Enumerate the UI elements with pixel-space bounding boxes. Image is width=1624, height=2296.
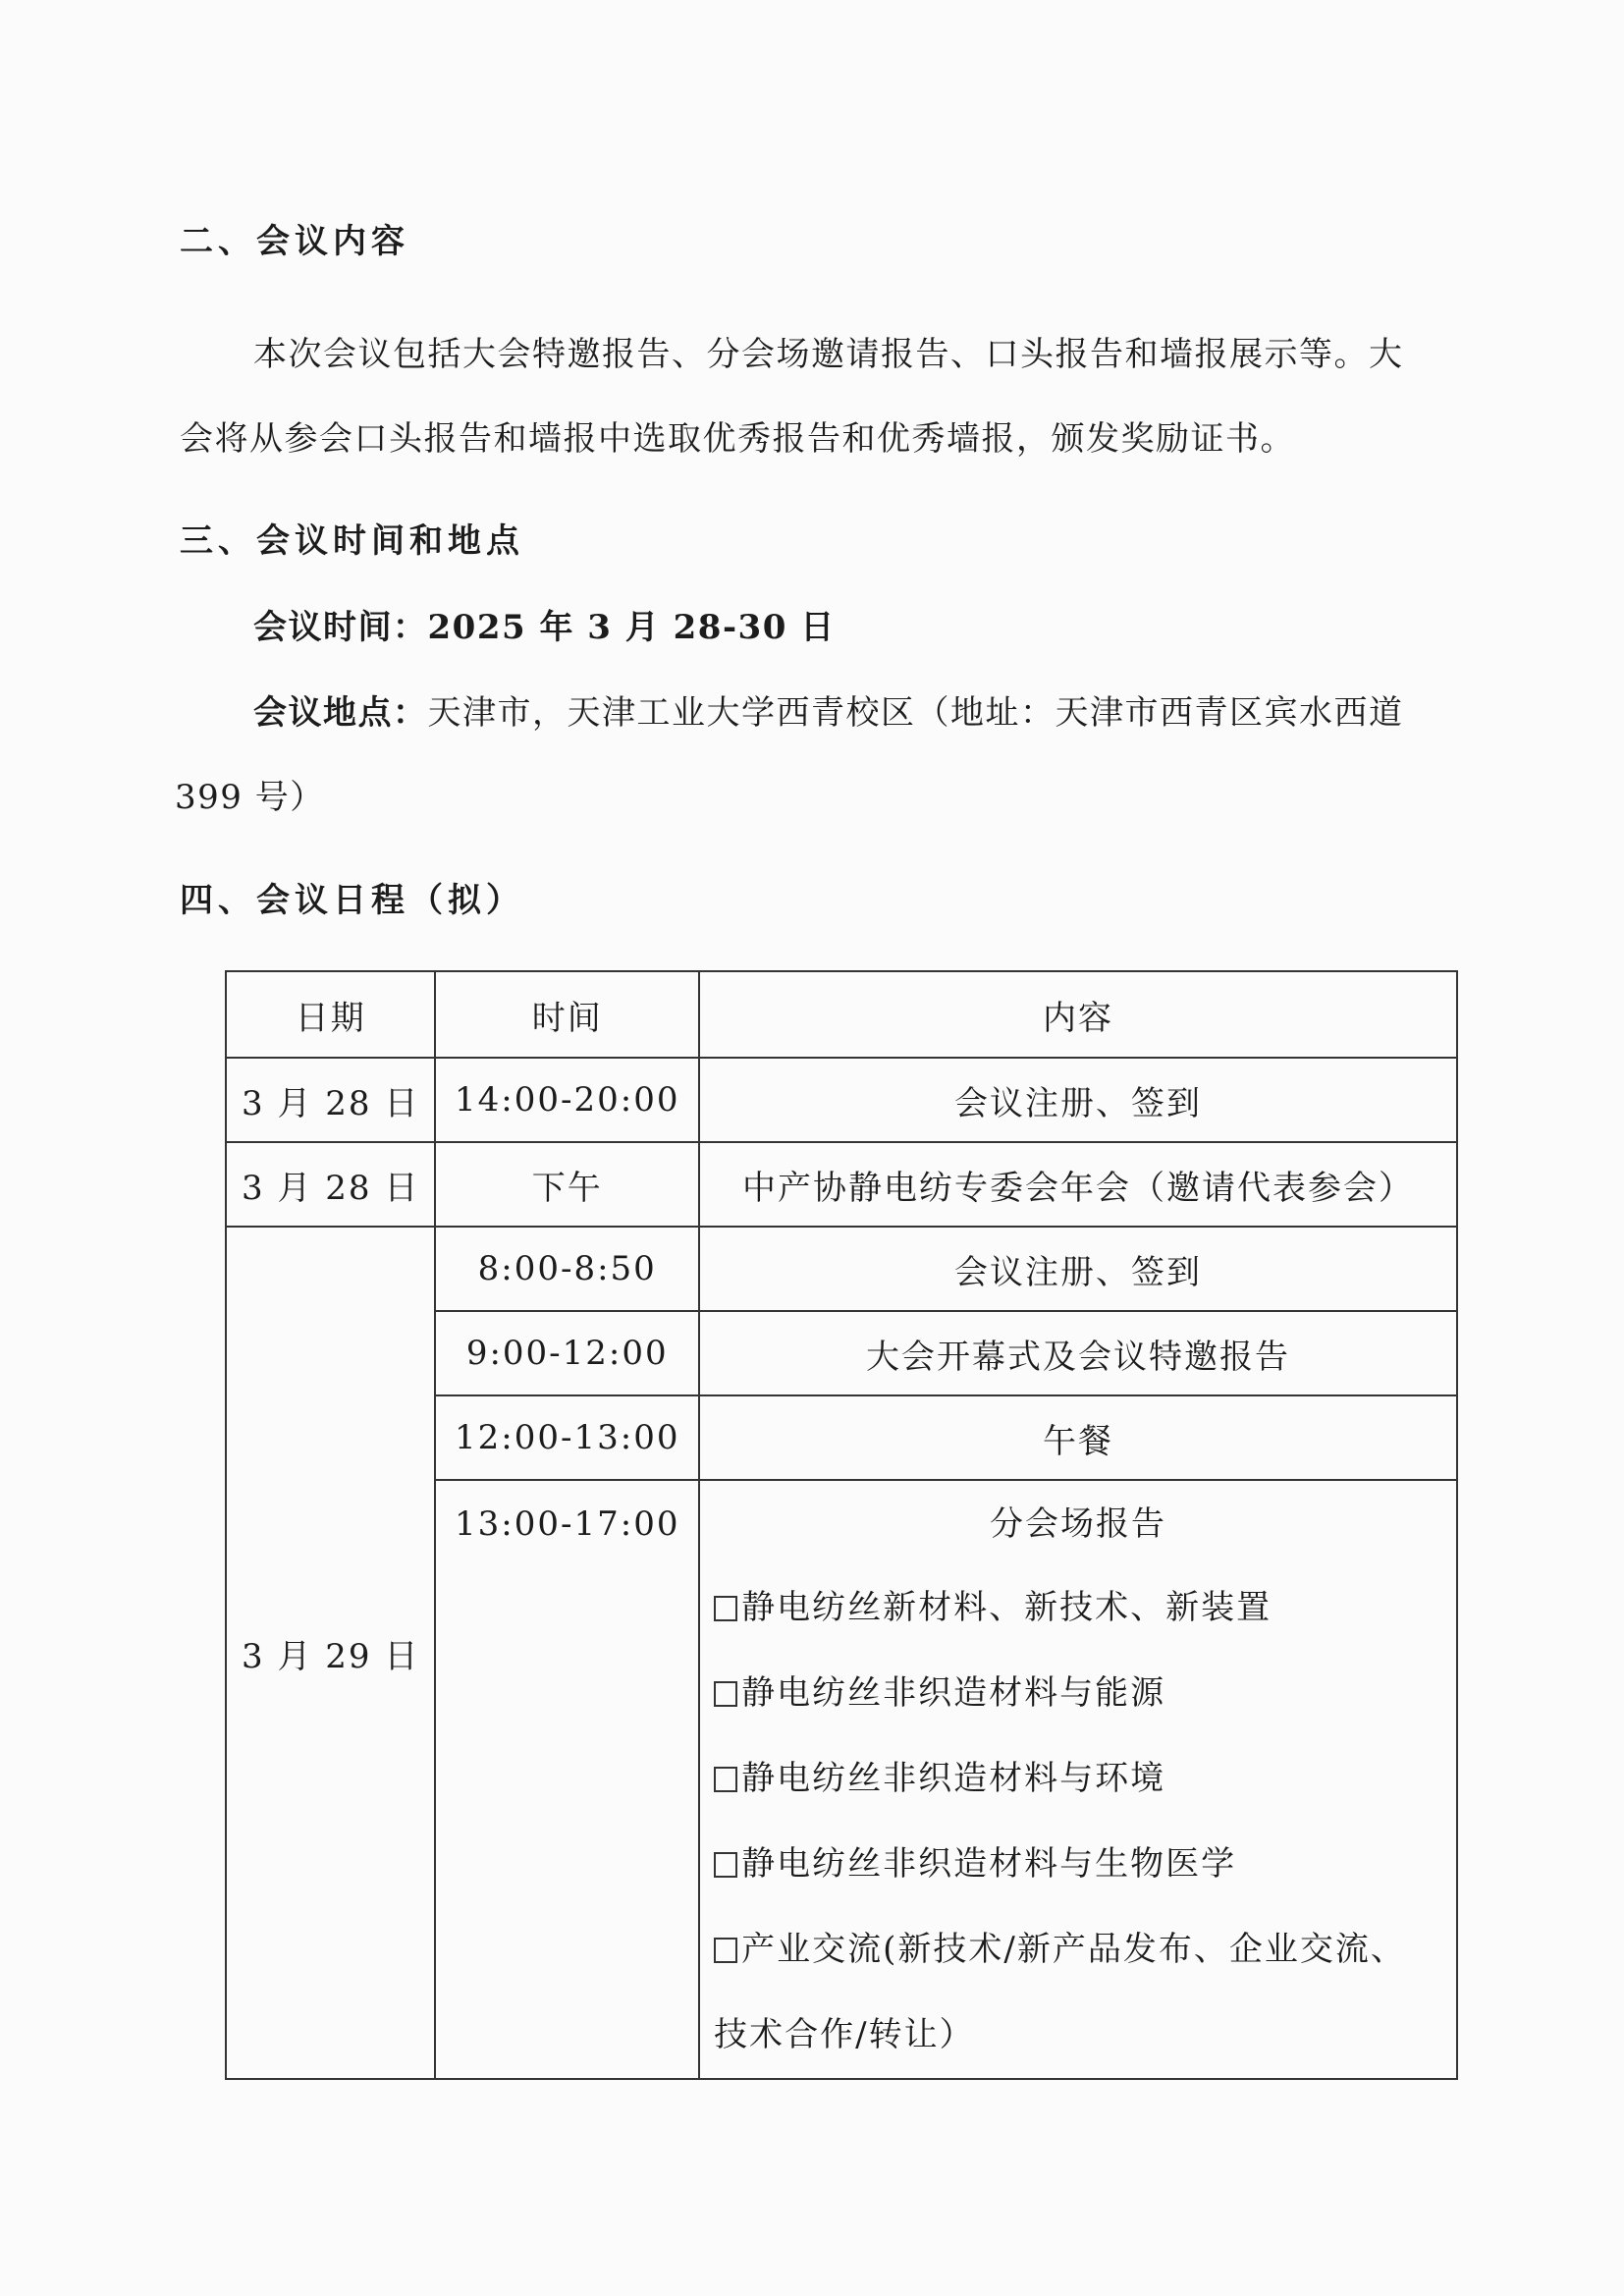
row-date: 3 月 28 日 (226, 1058, 435, 1142)
row-content: 午餐 (699, 1395, 1457, 1480)
row-time: 下午 (435, 1142, 699, 1227)
list-item-continuation: 技术合作/转让） (714, 2015, 975, 2054)
row-time: 12:00-13:00 (435, 1395, 699, 1480)
table-row (226, 1142, 1457, 1227)
header-time: 时间 (435, 971, 699, 1058)
checkbox-icon (714, 1596, 737, 1621)
section-2-heading: 二、会议内容 (180, 222, 409, 261)
list-item: 静电纺丝非织造材料与能源 (700, 1651, 1456, 1736)
row-time: 14:00-20:00 (435, 1058, 699, 1142)
session-title: 分会场报告 (990, 1504, 1167, 1544)
list-item: 静电纺丝非织造材料与生物医学 (700, 1822, 1456, 1907)
schedule-table (225, 970, 1458, 2080)
meeting-place-label: 会议地点： (253, 693, 428, 733)
row-content: 会议注册、签到 (699, 1058, 1457, 1142)
section-3-heading: 三、会议时间和地点 (180, 521, 524, 561)
table-row (226, 1227, 1457, 1311)
checkbox-icon (714, 1852, 737, 1878)
row-date: 3 月 28 日 (226, 1142, 435, 1227)
header-date: 日期 (226, 971, 435, 1058)
meeting-time-label: 会议时间： (253, 608, 428, 647)
list-item: 产业交流(新技术/新产品发布、企业交流、 (700, 1907, 1456, 1993)
checkbox-icon (714, 1938, 737, 1963)
checkbox-icon (714, 1681, 737, 1707)
section-2-paragraph-line-2: 会将从参会口头报告和墙报中选取优秀报告和优秀墙报，颁发奖励证书。 (180, 419, 1295, 459)
table-row (226, 1058, 1457, 1142)
row-date-day29: 3 月 29 日 (226, 1227, 435, 2079)
meeting-time-line (253, 604, 836, 651)
section-2-paragraph-line-1: 本次会议包括大会特邀报告、分会场邀请报告、口头报告和墙报展示等。大 (253, 335, 1404, 374)
list-item: 静电纺丝新材料、新技术、新装置 (700, 1565, 1456, 1651)
row-content: 会议注册、签到 (699, 1227, 1457, 1311)
session-content (699, 1480, 1457, 2079)
header-content: 内容 (699, 971, 1457, 1058)
meeting-time-value: 2025 年 3 月 28-30 日 (427, 608, 836, 647)
list-item: 静电纺丝非织造材料与环境 (700, 1736, 1456, 1822)
meeting-place-line (253, 689, 1404, 737)
meeting-place-continuation: 399 号） (175, 778, 325, 817)
row-time: 8:00-8:50 (435, 1227, 699, 1311)
table-header-row (226, 971, 1457, 1058)
session-time: 13:00-17:00 (455, 1504, 680, 1544)
meeting-place-value: 天津市，天津工业大学西青校区（地址：天津市西青区宾水西道 (427, 693, 1404, 733)
row-content: 大会开幕式及会议特邀报告 (699, 1311, 1457, 1395)
row-time-session (435, 1480, 699, 2079)
row-content: 中产协静电纺专委会年会（邀请代表参会） (699, 1142, 1457, 1227)
row-time: 9:00-12:00 (435, 1311, 699, 1395)
section-4-heading: 四、会议日程（拟） (180, 881, 524, 920)
checkbox-icon (714, 1767, 737, 1792)
